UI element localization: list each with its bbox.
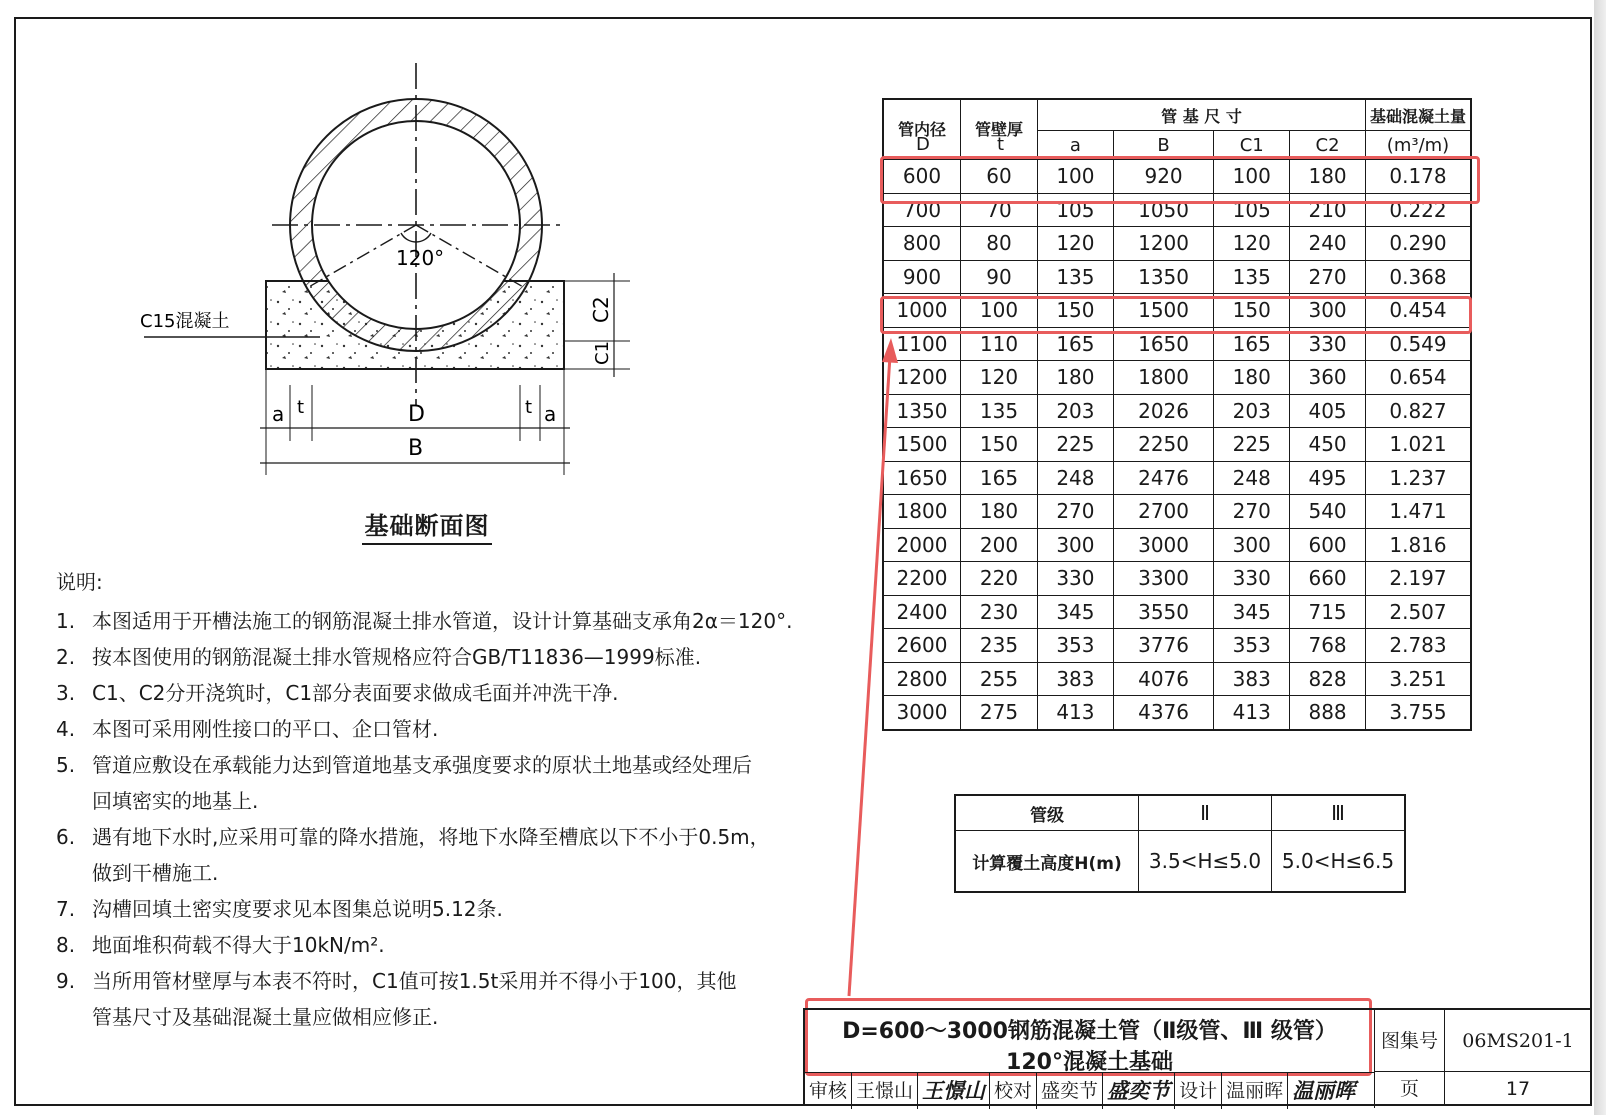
cell-B: 1050 xyxy=(1113,193,1213,227)
note-text: 遇有地下水时,应采用可靠的降水措施，将地下水降至槽底以下不小于0.5m， 做到干槽施工. xyxy=(92,825,770,885)
cell-C2: 715 xyxy=(1290,595,1366,629)
cell-C2: 600 xyxy=(1290,528,1366,562)
drawing-caption: 基础断面图 xyxy=(362,506,492,545)
cell-C1: 100 xyxy=(1214,160,1290,194)
col-B: B xyxy=(1113,131,1213,160)
cell-C2: 450 xyxy=(1290,428,1366,462)
cell-B: 3776 xyxy=(1113,629,1213,663)
check-signature: 盛奕节 xyxy=(1103,1073,1175,1109)
cell-wall-thickness: 135 xyxy=(961,394,1038,428)
review-label: 审核 xyxy=(805,1073,852,1109)
cell-concrete-volume: 0.290 xyxy=(1366,227,1472,261)
cell-concrete-volume: 0.827 xyxy=(1366,394,1472,428)
design-signature: 温丽晖 xyxy=(1292,1077,1356,1103)
cell-a: 165 xyxy=(1038,327,1114,361)
col-base-dimensions: 管 基 尺 寸 xyxy=(1038,99,1366,131)
note-number: 8. xyxy=(56,933,76,957)
note-text: 管道应敷设在承载能力达到管道地基支承强度要求的原状土地基或经处理后 回填密实的地基上. xyxy=(92,753,752,813)
cell-inner-diameter: 1100 xyxy=(883,327,961,361)
cell-a: 413 xyxy=(1038,696,1114,730)
cell-wall-thickness: 220 xyxy=(961,562,1038,596)
cell-wall-thickness: 255 xyxy=(961,662,1038,696)
review-signature: 王憬山 xyxy=(918,1073,990,1109)
note-text: 沟槽回填土密实度要求见本图集总说明5.12条. xyxy=(92,897,503,921)
cell-concrete-volume: 2.783 xyxy=(1366,629,1472,663)
cell-B: 4076 xyxy=(1113,662,1213,696)
cell-C1: 353 xyxy=(1214,629,1290,663)
dim-t-right: t xyxy=(525,397,533,418)
cell-C2: 405 xyxy=(1290,394,1366,428)
cell-concrete-volume: 1.021 xyxy=(1366,428,1472,462)
cell-C1: 135 xyxy=(1214,260,1290,294)
cell-C1: 225 xyxy=(1214,428,1290,462)
cell-concrete-volume: 0.178 xyxy=(1366,160,1472,194)
cell-wall-thickness: 165 xyxy=(961,461,1038,495)
dim-t-left: t xyxy=(297,397,305,418)
cell-a: 120 xyxy=(1038,227,1114,261)
note-text: 按本图使用的钢筋混凝土排水管规格应符合GB/T11836—1999标准. xyxy=(92,645,702,669)
cell-wall-thickness: 235 xyxy=(961,629,1038,663)
note-number: 5. xyxy=(56,753,76,777)
cell-concrete-volume: 0.654 xyxy=(1366,361,1472,395)
cell-a: 383 xyxy=(1038,662,1114,696)
cell-a: 225 xyxy=(1038,428,1114,462)
col-C1: C1 xyxy=(1214,131,1290,160)
angle-label: 120° xyxy=(396,246,445,270)
cell-concrete-volume: 3.755 xyxy=(1366,696,1472,730)
atlas-number: 06MS201-1 xyxy=(1445,1010,1592,1072)
cell-inner-diameter: 700 xyxy=(883,193,961,227)
cell-inner-diameter: 1350 xyxy=(883,394,961,428)
pipe-grade-table xyxy=(954,794,1406,893)
cell-a: 135 xyxy=(1038,260,1114,294)
page-number: 17 xyxy=(1445,1072,1592,1106)
col-inner-diameter-symbol: D xyxy=(916,134,930,155)
cell-B: 4376 xyxy=(1113,696,1213,730)
design-label: 设计 xyxy=(1175,1073,1222,1109)
cell-a: 270 xyxy=(1038,495,1114,529)
cell-C2: 330 xyxy=(1290,327,1366,361)
cell-wall-thickness: 110 xyxy=(961,327,1038,361)
note-number: 1. xyxy=(56,609,76,633)
cell-concrete-volume: 1.816 xyxy=(1366,528,1472,562)
cell-wall-thickness: 90 xyxy=(961,260,1038,294)
cell-B: 1500 xyxy=(1113,294,1213,328)
cell-C2: 360 xyxy=(1290,361,1366,395)
cell-a: 330 xyxy=(1038,562,1114,596)
cell-C1: 383 xyxy=(1214,662,1290,696)
cell-C2: 660 xyxy=(1290,562,1366,596)
cell-concrete-volume: 2.507 xyxy=(1366,595,1472,629)
cell-inner-diameter: 1650 xyxy=(883,461,961,495)
cell-a: 150 xyxy=(1038,294,1114,328)
col-wall-thickness-symbol: t xyxy=(997,134,1005,155)
notes-title: 说明: xyxy=(56,570,103,594)
dim-a-left: a xyxy=(272,402,285,426)
cell-inner-diameter: 2400 xyxy=(883,595,961,629)
note-text: C1、C2分开浇筑时，C1部分表面要求做成毛面并冲洗干净. xyxy=(92,681,619,705)
cell-B: 2026 xyxy=(1113,394,1213,428)
design-name: 温丽晖 xyxy=(1222,1073,1288,1109)
cell-C1: 203 xyxy=(1214,394,1290,428)
cell-inner-diameter: 1200 xyxy=(883,361,961,395)
cell-wall-thickness: 100 xyxy=(961,294,1038,328)
cell-a: 203 xyxy=(1038,394,1114,428)
cell-concrete-volume: 0.222 xyxy=(1366,193,1472,227)
cell-inner-diameter: 2800 xyxy=(883,662,961,696)
cell-concrete-volume: 0.549 xyxy=(1366,327,1472,361)
cell-wall-thickness: 60 xyxy=(961,160,1038,194)
cell-inner-diameter: 2200 xyxy=(883,562,961,596)
cell-wall-thickness: 120 xyxy=(961,361,1038,395)
dim-c1: C1 xyxy=(592,340,613,365)
note-number: 3. xyxy=(56,681,76,705)
col-a: a xyxy=(1038,131,1114,160)
cell-concrete-volume: 0.454 xyxy=(1366,294,1472,328)
cell-C2: 180 xyxy=(1290,160,1366,194)
cell-C1: 165 xyxy=(1214,327,1290,361)
col-wall-thickness: 管壁厚 xyxy=(961,99,1038,160)
cell-C1: 330 xyxy=(1214,562,1290,596)
cell-C1: 300 xyxy=(1214,528,1290,562)
note-number: 4. xyxy=(56,717,76,741)
cell-concrete-volume: 2.197 xyxy=(1366,562,1472,596)
cell-a: 300 xyxy=(1038,528,1114,562)
atlas-label: 图集号 xyxy=(1375,1010,1445,1072)
note-number: 7. xyxy=(56,897,76,921)
cell-wall-thickness: 275 xyxy=(961,696,1038,730)
grade-II-range: 3.5<H≤5.0 xyxy=(1139,831,1272,893)
cell-C1: 345 xyxy=(1214,595,1290,629)
cell-B: 920 xyxy=(1113,160,1213,194)
cell-C2: 270 xyxy=(1290,260,1366,294)
cell-inner-diameter: 1500 xyxy=(883,428,961,462)
cell-concrete-volume: 3.251 xyxy=(1366,662,1472,696)
cell-a: 180 xyxy=(1038,361,1114,395)
check-label: 校对 xyxy=(990,1073,1037,1109)
cell-C1: 120 xyxy=(1214,227,1290,261)
cell-wall-thickness: 70 xyxy=(961,193,1038,227)
signature-row xyxy=(805,1072,1375,1108)
note-number: 6. xyxy=(56,825,76,849)
col-concrete-volume: 基础混凝土量 xyxy=(1366,99,1472,131)
cell-B: 3000 xyxy=(1113,528,1213,562)
cell-inner-diameter: 800 xyxy=(883,227,961,261)
drawing-title xyxy=(805,1010,1375,1075)
cell-C2: 828 xyxy=(1290,662,1366,696)
cell-concrete-volume: 1.237 xyxy=(1366,461,1472,495)
dim-D: D xyxy=(408,402,425,427)
cell-inner-diameter: 600 xyxy=(883,160,961,194)
concrete-label: C15混凝土 xyxy=(140,311,230,332)
cell-B: 1800 xyxy=(1113,361,1213,395)
cell-C2: 540 xyxy=(1290,495,1366,529)
dim-c2: C2 xyxy=(589,296,613,323)
cell-a: 105 xyxy=(1038,193,1114,227)
cell-C1: 105 xyxy=(1214,193,1290,227)
note-number: 2. xyxy=(56,645,76,669)
cell-a: 248 xyxy=(1038,461,1114,495)
cell-B: 3550 xyxy=(1113,595,1213,629)
cell-concrete-volume: 1.471 xyxy=(1366,495,1472,529)
cell-inner-diameter: 3000 xyxy=(883,696,961,730)
dim-B: B xyxy=(408,436,424,461)
cell-C2: 768 xyxy=(1290,629,1366,663)
cell-B: 2700 xyxy=(1113,495,1213,529)
cell-a: 100 xyxy=(1038,160,1114,194)
col-concrete-unit: (m³/m) xyxy=(1366,131,1472,160)
cell-C2: 495 xyxy=(1290,461,1366,495)
col-inner-diameter: 管内径 xyxy=(883,99,961,160)
cover-height-label: 计算覆土高度H(m) xyxy=(955,831,1139,893)
cell-a: 345 xyxy=(1038,595,1114,629)
cell-C2: 888 xyxy=(1290,696,1366,730)
grade-header: 管级 xyxy=(955,795,1139,831)
cell-B: 3300 xyxy=(1113,562,1213,596)
cell-wall-thickness: 230 xyxy=(961,595,1038,629)
cell-wall-thickness: 180 xyxy=(961,495,1038,529)
cell-inner-diameter: 2600 xyxy=(883,629,961,663)
review-name: 王憬山 xyxy=(852,1073,918,1109)
cell-B: 1650 xyxy=(1113,327,1213,361)
cell-C2: 300 xyxy=(1290,294,1366,328)
cell-B: 2250 xyxy=(1113,428,1213,462)
cell-inner-diameter: 2000 xyxy=(883,528,961,562)
note-number: 9. xyxy=(56,969,76,993)
cell-wall-thickness: 200 xyxy=(961,528,1038,562)
cell-wall-thickness: 150 xyxy=(961,428,1038,462)
page-label: 页 xyxy=(1375,1072,1445,1106)
grade-III-header: Ⅲ xyxy=(1272,795,1406,831)
check-name: 盛奕节 xyxy=(1037,1073,1103,1109)
note-text: 本图可采用刚性接口的平口、企口管材. xyxy=(92,717,439,741)
title-line-1: D=600～3000钢筋混凝土管（Ⅱ级管、Ⅲ 级管） xyxy=(842,1019,1337,1044)
cell-inner-diameter: 1000 xyxy=(883,294,961,328)
cell-concrete-volume: 0.368 xyxy=(1366,260,1472,294)
cell-C1: 413 xyxy=(1214,696,1290,730)
cell-wall-thickness: 80 xyxy=(961,227,1038,261)
dim-a-right: a xyxy=(544,402,557,426)
grade-II-header: Ⅱ xyxy=(1139,795,1272,831)
cell-C2: 210 xyxy=(1290,193,1366,227)
cell-B: 1350 xyxy=(1113,260,1213,294)
cell-C1: 180 xyxy=(1214,361,1290,395)
cell-B: 2476 xyxy=(1113,461,1213,495)
cell-C1: 270 xyxy=(1214,495,1290,529)
cell-C1: 248 xyxy=(1214,461,1290,495)
cell-a: 353 xyxy=(1038,629,1114,663)
grade-III-range: 5.0<H≤6.5 xyxy=(1272,831,1406,893)
title-line-2: 120°混凝土基础 xyxy=(1006,1050,1173,1075)
cell-inner-diameter: 1800 xyxy=(883,495,961,529)
cell-B: 1200 xyxy=(1113,227,1213,261)
cell-inner-diameter: 900 xyxy=(883,260,961,294)
title-block xyxy=(803,1008,1592,1106)
note-text: 本图适用于开槽法施工的钢筋混凝土排水管道，设计计算基础支承角2α＝120°. xyxy=(92,609,793,633)
col-C2: C2 xyxy=(1290,131,1366,160)
note-text: 当所用管材壁厚与本表不符时，C1值可按1.5t采用并不得小于100，其他 管基尺寸及基础混凝土量应做相应修正. xyxy=(92,969,737,1029)
note-text: 地面堆积荷载不得大于10kN/m². xyxy=(92,933,385,957)
cell-C1: 150 xyxy=(1214,294,1290,328)
cell-C2: 240 xyxy=(1290,227,1366,261)
